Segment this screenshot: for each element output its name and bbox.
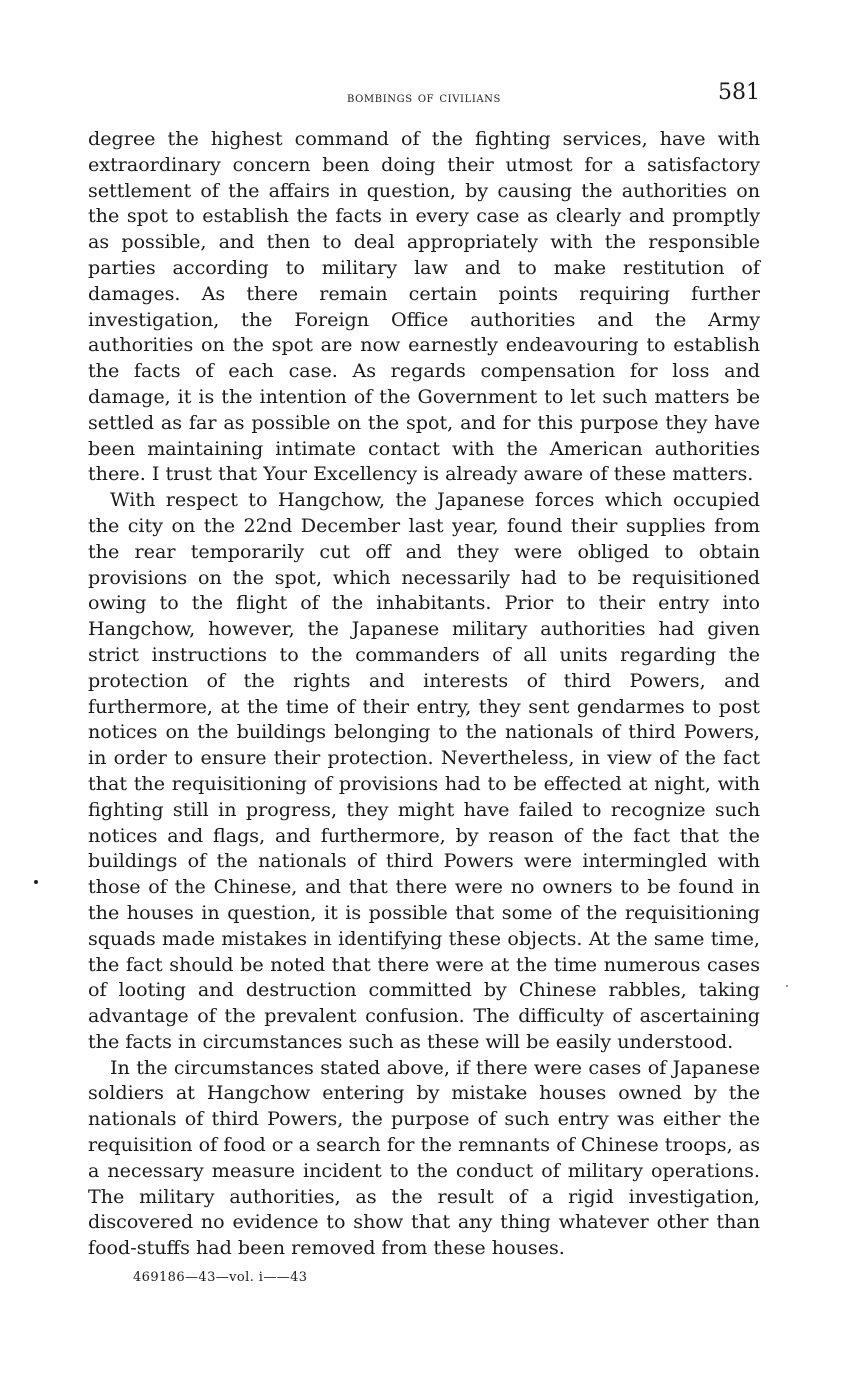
running-head xyxy=(88,80,760,116)
body-text xyxy=(88,126,760,1261)
margin-speck xyxy=(786,985,788,987)
footer-print-code: 469186—43—vol. i——43 xyxy=(133,1270,308,1285)
paragraph-1: degree the highest command of the fighting services, have with extraordinary concern been doing their utmost for a satisfactory settlement of the affairs in question, by causing the authorities on the spot to establish the facts in every case as clearly and promptly as possible, and then to deal appropriately with the responsible parties according to military law and to make restitution of damages. As there remain certain points requiring further investigation, the Foreign Office authorities and the Army authorities on the spot are now earnestly endeavouring to establish the facts of each case. As regards compensation for loss and damage, it is the intention of the Government to let such matters be settled as far as possible on the spot, and for this purpose they have been maintaining intimate contact with the American authorities there. I trust that Your Excellency is already aware of these matters. xyxy=(88,127,760,486)
paragraph-2: With respect to Hangchow, the Japanese forces which occupied the city on the 22nd December last year, found their supplies from the rear temporarily cut off and they were obliged to obtain provisions on the spot, which necessarily had to be requisitioned owing to the flight of the inhabitants. Prior to their entry into Hangchow, however, the Japanese military authorities had given strict instructions to the commanders of all units regarding the protection of the rights and interests of third Powers, and furthermore, at the time of their entry, they sent gendarmes to post notices on the buildings belonging to the nationals of third Powers, in order to ensure their protection. Nevertheless, in view of the fact that the requisitioning of provisions had to be effected at night, with fighting still in progress, they might have failed to recognize such notices and flags, and furthermore, by reason of the fact that the buildings of the nationals of third Powers were intermingled with those of the Chinese, and that there were no owners to be found in the houses in question, it is possible that some of the requisitioning squads made mistakes in identifying these objects. At the same time, the fact should be noted that there were at the time numerous cases of looting and destruction committed by Chinese rabbles, taking advantage of the prevalent confusion. The difficulty of ascertaining the facts in circumstances such as these will be easily understood. xyxy=(88,488,760,1053)
page-number: 581 xyxy=(718,80,760,105)
margin-speck xyxy=(34,880,38,884)
running-title: bombings of civilians xyxy=(346,90,501,106)
paragraph-3: In the circumstances stated above, if there were cases of Japanese soldiers at Hangchow entering by mistake houses owned by the nationals of third Powers, the purpose of such entry was either the requisition of food or a search for the remnants of Chinese troops, as a necessary measure incident to the conduct of military operations. The military authorities, as the result of a rigid investigation, discovered no evidence to show that any thing whatever other than food-stuffs had been removed from these houses. xyxy=(88,1055,760,1260)
